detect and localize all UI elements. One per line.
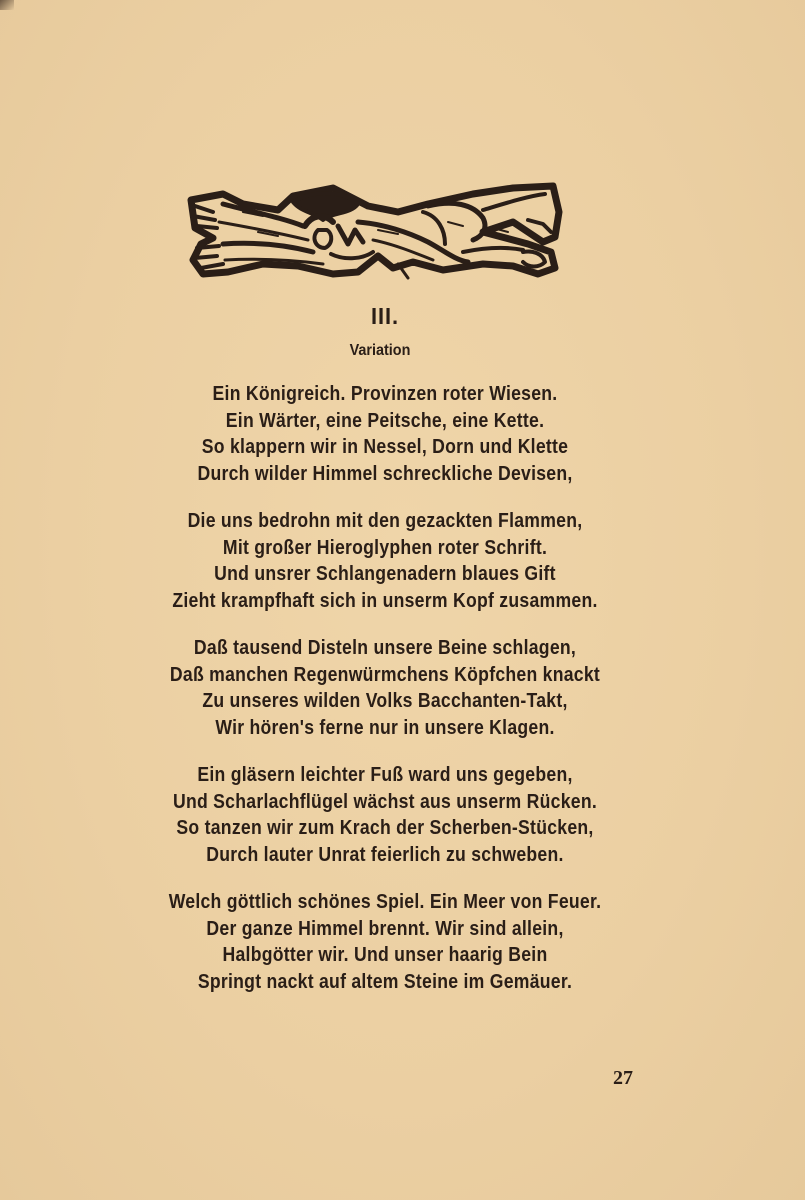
poem-line: Ein gläsern leichter Fuß ward uns gegeben, [197,763,573,786]
page-number: 27 [613,1067,633,1089]
poem-line: Daß tausend Disteln unsere Beine schlagen, [193,636,577,659]
stanza-4 [0,762,770,868]
poem-line: Und unsrer Schlangenadern blaues Gift [214,562,556,585]
poem-line: Halbgötter wir. Und unser haarig Bein [222,943,548,966]
poem-line: Die uns bedrohn mit den gezackten Flammen, [187,509,583,532]
poem-line: Mit großer Hieroglyphen roter Schrift. [222,535,548,559]
stanza-5 [0,889,770,995]
woodcut-figure-icon [183,182,563,282]
stanza-3 [0,635,770,741]
poem-line: Der ganze Himmel brennt. Wir sind allein, [206,916,564,940]
poem-line: Daß manchen Regenwürmchens Köpfchen knackt [169,662,601,686]
section-numeral: III. [370,303,400,329]
page-corner-shadow [0,0,14,10]
poem-line: So klappern wir in Nessel, Dorn und Klette [201,435,569,458]
woodcut-illustration [183,182,563,282]
poem-line: Ein Königreich. Provinzen roter Wiesen. [212,382,558,405]
poem-line: Ein Wärter, eine Peitsche, eine Kette. [225,408,545,432]
poem-line: Und Scharlachflügel wächst aus unserm Rücken. [172,789,598,813]
poem-line: Durch wilder Himmel schreckliche Devisen, [197,461,573,485]
poem-line: Wir hören's ferne nur in unsere Klagen. [215,715,555,739]
poem-line: Durch lauter Unrat feierlich zu schweben. [206,842,564,866]
stanza-1 [0,381,770,487]
stanza-2 [0,508,770,614]
poem-line: Springt nackt auf altem Steine im Gemäuer. [197,969,573,993]
poem-line: So tanzen wir zum Krach der Scherben-Stücken, [176,816,594,839]
poem-title: Variation [349,342,411,359]
poem-line: Zieht krampfhaft sich in unserm Kopf zusammen. [172,588,598,612]
poem-line: Welch göttlich schönes Spiel. Ein Meer von Feuer. [168,890,602,913]
poem-body [0,381,770,1016]
poem-line: Zu unseres wilden Volks Bacchanten-Takt, [202,689,568,712]
